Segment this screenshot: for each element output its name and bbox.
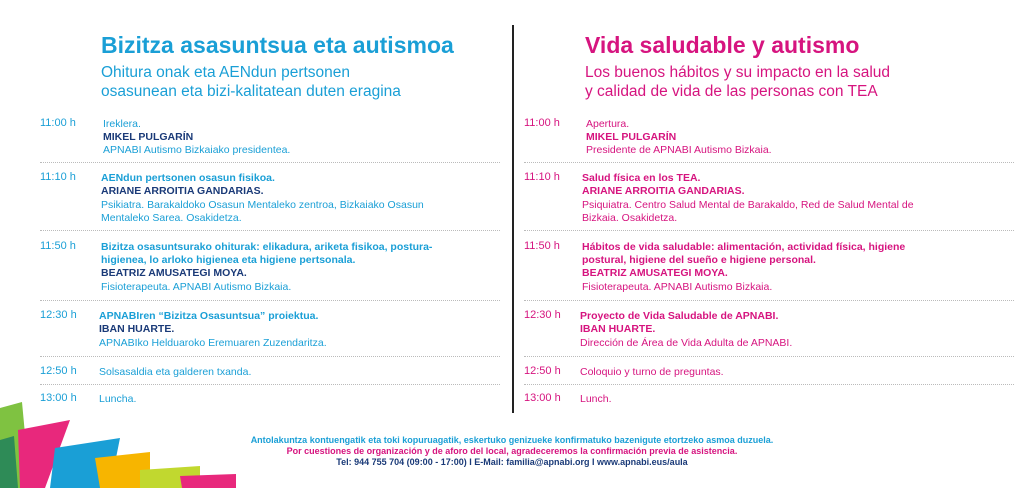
separator bbox=[40, 230, 500, 231]
agenda-time: 11:00 h bbox=[40, 117, 76, 129]
basque-subtitle-line-1: Ohitura onak eta AENdun pertsonen bbox=[101, 64, 351, 81]
agenda-time: 11:50 h bbox=[524, 240, 560, 252]
spanish-subtitle-line-2: y calidad de vida de las personas con TEA bbox=[585, 83, 878, 100]
agenda-text: Bizkaia. Osakidetza. bbox=[582, 212, 678, 224]
agenda-topic: AENdun pertsonen osasun fisikoa. bbox=[101, 172, 275, 184]
separator bbox=[40, 384, 500, 385]
agenda-time: 11:10 h bbox=[524, 171, 560, 183]
agenda-text: Luncha. bbox=[99, 393, 137, 405]
agenda-speaker: BEATRIZ AMUSATEGI MOYA. bbox=[582, 267, 728, 279]
separator bbox=[40, 162, 500, 163]
agenda-topic: higienea, lo arloko higienea eta higiene pertsonala. bbox=[101, 254, 356, 266]
agenda-text: Dirección de Área de Vida Adulta de APNABI. bbox=[580, 337, 793, 349]
separator bbox=[524, 162, 1014, 163]
agenda-time: 11:00 h bbox=[524, 117, 560, 129]
agenda-speaker: BEATRIZ AMUSATEGI MOYA. bbox=[101, 267, 247, 279]
agenda-topic: postural, higiene del sueño e higiene personal. bbox=[582, 254, 816, 266]
separator bbox=[524, 384, 1014, 385]
agenda-speaker: ARIANE ARROITIA GANDARIAS. bbox=[101, 185, 264, 197]
footer-spanish-note: Por cuestiones de organización y de aforo del local, agradeceremos la confirmación previa de asistencia. bbox=[286, 446, 738, 456]
separator bbox=[40, 300, 500, 301]
agenda-topic: Hábitos de vida saludable: alimentación, actividad física, higiene bbox=[582, 241, 906, 253]
separator bbox=[524, 300, 1014, 301]
agenda-speaker: MIKEL PULGARÍN bbox=[586, 131, 677, 143]
agenda-text: Coloquio y turno de preguntas. bbox=[580, 366, 724, 378]
agenda-speaker: IBAN HUARTE. bbox=[580, 323, 656, 335]
agenda-text: Ireklera. bbox=[103, 118, 141, 130]
footer-contact: Tel: 944 755 704 (09:00 - 17:00) I E-Mail: familia@apnabi.org I www.apnabi.eus/aula bbox=[336, 457, 688, 467]
agenda-text: APNABIko Helduaroko Eremuaren Zuzendaritza. bbox=[99, 337, 327, 349]
agenda-text: Solsasaldia eta galderen txanda. bbox=[99, 366, 252, 378]
agenda-text: Mentaleko Sarea. Osakidetza. bbox=[101, 212, 242, 224]
agenda-text: Psikiatra. Barakaldoko Osasun Mentaleko zentroa, Bizkaiako Osasun bbox=[101, 199, 424, 211]
agenda-topic: Salud física en los TEA. bbox=[582, 172, 701, 184]
agenda-topic: APNABIren “Bizitza Osasuntsua” proiektua. bbox=[99, 310, 319, 322]
agenda-time: 13:00 h bbox=[40, 392, 77, 404]
agenda-time: 12:50 h bbox=[524, 365, 561, 377]
agenda-speaker: IBAN HUARTE. bbox=[99, 323, 175, 335]
basque-title: Bizitza asasuntsua eta autismoa bbox=[101, 32, 454, 58]
center-divider bbox=[512, 25, 514, 413]
agenda-text: Fisioterapeuta. APNABI Autismo Bizkaia. bbox=[582, 281, 773, 293]
agenda-text: APNABI Autismo Bizkaiako presidentea. bbox=[103, 144, 291, 156]
basque-subtitle-line-2: osasunean eta bizi-kalitatean duten eragina bbox=[101, 83, 401, 100]
spanish-title: Vida saludable y autismo bbox=[585, 32, 860, 58]
agenda-text: Psiquiatra. Centro Salud Mental de Barakaldo, Red de Salud Mental de bbox=[582, 199, 914, 211]
agenda-time: 12:50 h bbox=[40, 365, 77, 377]
agenda-speaker: MIKEL PULGARÍN bbox=[103, 131, 194, 143]
agenda-topic: Proyecto de Vida Saludable de APNABI. bbox=[580, 310, 779, 322]
agenda-time: 11:50 h bbox=[40, 240, 76, 252]
agenda-text: Fisioterapeuta. APNABI Autismo Bizkaia. bbox=[101, 281, 292, 293]
separator bbox=[40, 356, 500, 357]
agenda-time: 12:30 h bbox=[40, 309, 77, 321]
agenda-text: Presidente de APNABI Autismo Bizkaia. bbox=[586, 144, 772, 156]
agenda-time: 13:00 h bbox=[524, 392, 561, 404]
separator bbox=[524, 230, 1014, 231]
spanish-subtitle-line-1: Los buenos hábitos y su impacto en la salud bbox=[585, 64, 891, 81]
agenda-time: 12:30 h bbox=[524, 309, 561, 321]
agenda-time: 11:10 h bbox=[40, 171, 76, 183]
agenda-topic: Bizitza osasuntsurako ohiturak: elikadura, ariketa fisikoa, postura- bbox=[101, 241, 433, 253]
separator bbox=[524, 356, 1014, 357]
agenda-speaker: ARIANE ARROITIA GANDARIAS. bbox=[582, 185, 745, 197]
agenda-text: Lunch. bbox=[580, 393, 612, 405]
footer-basque-note: Antolakuntza kontuengatik eta toki kopuruagatik, eskertuko genizueke konfirmatuko bazenigute etortzeko asmoa duzuela. bbox=[250, 435, 774, 445]
agenda-text: Apertura. bbox=[586, 118, 630, 130]
